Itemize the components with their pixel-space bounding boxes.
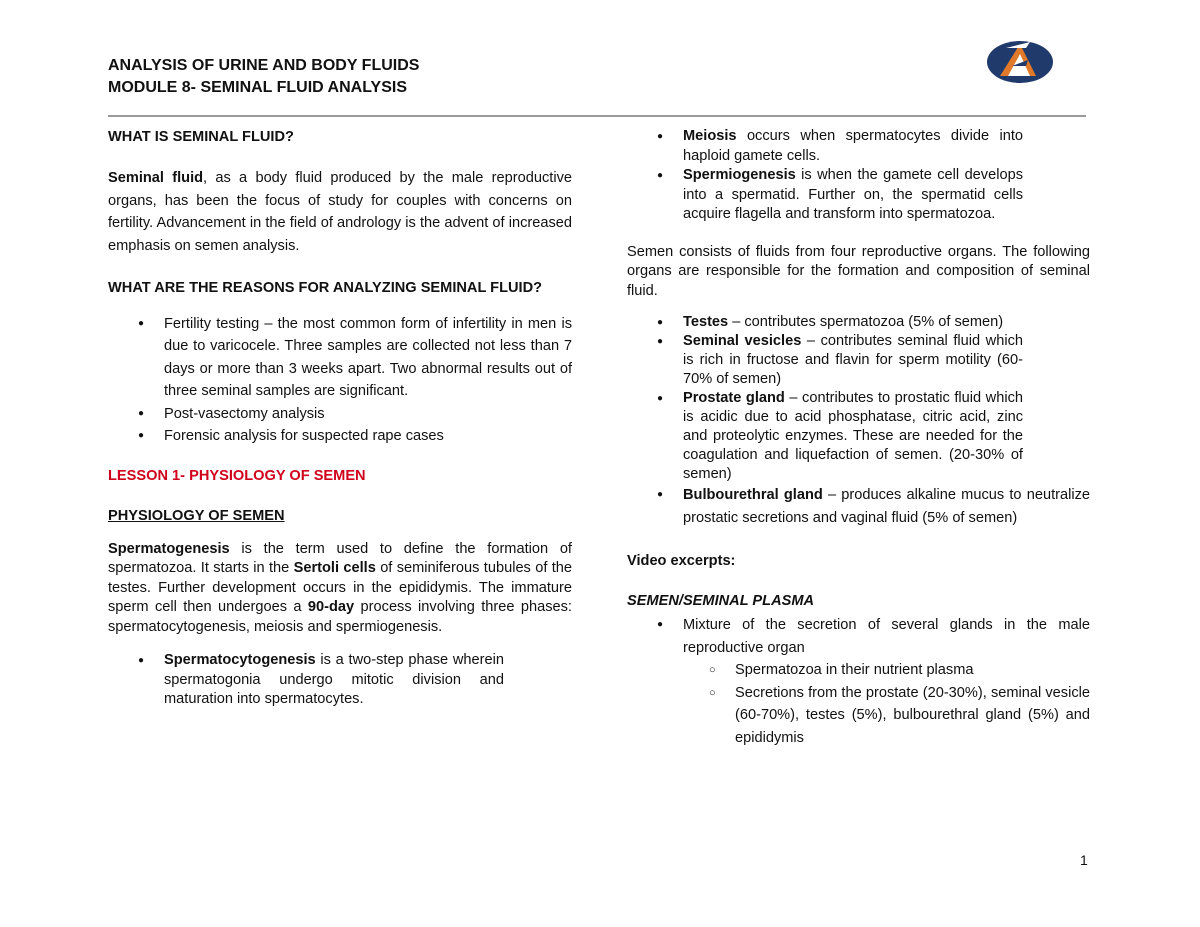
seminal-plasma-heading: SEMEN/SEMINAL PLASMA: [627, 593, 815, 609]
body-text: is the term used to define the formation of spermatozoa. It starts in the: [108, 540, 572, 576]
term-sertoli-cells: Sertoli cells: [293, 560, 376, 576]
organ-desc: – contributes to prostatic fluid which is acidic due to acid phosphatase, citric acid, zinc and proteolytic enzymes. These are needed for the coagulation and liquefaction of semen. (20-30% of semen): [683, 390, 1023, 482]
lesson-heading: LESSON 1- PHYSIOLOGY OF SEMEN: [108, 467, 366, 484]
right-column: [627, 127, 1090, 749]
header-divider: [108, 115, 1086, 117]
left-column: [108, 127, 572, 710]
list-item: ● Fertility testing – the most common form of infertility in men is due to varicocele. Three samples are collected not less than 7 days or more than 3 weeks apart. Two abnormal results out of three seminal samples are significant.: [164, 313, 572, 403]
header-module: MODULE 8- SEMINAL FLUID ANALYSIS: [108, 79, 407, 96]
page-number: 1: [1080, 852, 1088, 868]
organ-name: Seminal vesicles: [683, 333, 802, 349]
intro-text: , as a body fluid produced by the male reproductive organs, has been the focus of study for couples with concerns on fertility. Advancement in the field of andrology is the advent of increased emphasis on semen analysis.: [108, 170, 572, 254]
organ-desc: – contributes spermatozoa (5% of semen): [728, 314, 1004, 330]
sub-list-item: ○ Spermatozoa in their nutrient plasma: [735, 659, 1090, 682]
reasons-list: [108, 313, 572, 448]
list-item: [683, 484, 1090, 529]
plasma-sublist: [627, 659, 1090, 749]
list-item: [683, 166, 1023, 225]
list-item: ● Forensic analysis for suspected rape cases: [164, 425, 572, 448]
organ-name: Bulbourethral gland: [683, 487, 823, 503]
list-item: [683, 389, 1023, 484]
term-spermatogenesis: Spermatogenesis: [108, 540, 230, 557]
organs-list: [627, 313, 1090, 529]
list-item: ● Post-vasectomy analysis: [164, 403, 572, 426]
video-excerpts-heading: Video excerpts:: [627, 553, 736, 569]
term-90-day: 90-day: [307, 599, 355, 615]
term-spermatocytogenesis: Spermatocytogenesis: [164, 652, 316, 668]
body-text: occurs when spermatocytes divide into haploid gamete cells.: [683, 128, 1023, 164]
term-meiosis: Meiosis: [683, 128, 737, 144]
body-text: is a two-step phase wherein spermatogonia undergo mitotic division and maturation into spermatocytes.: [164, 652, 504, 707]
list-item: [683, 313, 1023, 332]
document-header: [108, 55, 419, 99]
header-title: ANALYSIS OF URINE AND BODY FLUIDS: [108, 57, 420, 74]
term-spermiogenesis: Spermiogenesis: [683, 167, 796, 183]
organ-name: Testes: [683, 314, 729, 330]
physiology-heading: PHYSIOLOGY OF SEMEN: [108, 507, 285, 524]
phases-list: [108, 651, 572, 710]
term-seminal-fluid: Seminal fluid: [108, 170, 204, 186]
list-item: [683, 127, 1023, 166]
organ-desc: – contributes seminal fluid which is rich in fructose and flavin for sperm motility (60-70% of semen): [683, 333, 1023, 387]
section-heading-what-is: WHAT IS SEMINAL FLUID?: [108, 129, 294, 145]
list-item: [683, 332, 1023, 389]
list-item: ● Mixture of the secretion of several glands in the male reproductive organ: [683, 614, 1090, 659]
list-item: [164, 651, 504, 710]
body-text: process involving three phases: spermatocytogenesis, meiosis and spermiogenesis.: [108, 599, 572, 635]
school-logo-icon: [986, 36, 1054, 84]
plasma-list: [627, 614, 1090, 659]
body-text: of seminiferous tubules of the testes. Further development occurs in the epididymis. The immature sperm cell then undergoes a: [108, 560, 573, 615]
semen-intro-paragraph: Semen consists of fluids from four reproductive organs. The following organs are responsible for the formation and composition of seminal fluid.: [627, 243, 1090, 299]
sub-list-item: ○ Secretions from the prostate (20-30%), seminal vesicle (60-70%), testes (5%), bulbourethral gland (5%) and epididymis: [735, 682, 1090, 750]
phases-list-continued: [627, 127, 1090, 225]
organ-name: Prostate gland: [683, 390, 785, 406]
organ-desc: – produces alkaline mucus to neutralize prostatic secretions and vaginal fluid (5% of semen): [683, 487, 1090, 526]
section-heading-reasons: WHAT ARE THE REASONS FOR ANALYZING SEMINAL FLUID?: [108, 280, 543, 296]
intro-paragraph: [108, 167, 572, 257]
spermatogenesis-paragraph: [108, 540, 572, 638]
body-text: is when the gamete cell develops into a spermatid. Further on, the spermatid cells acquire flagella and transform into spermatozoa.: [683, 167, 1023, 222]
